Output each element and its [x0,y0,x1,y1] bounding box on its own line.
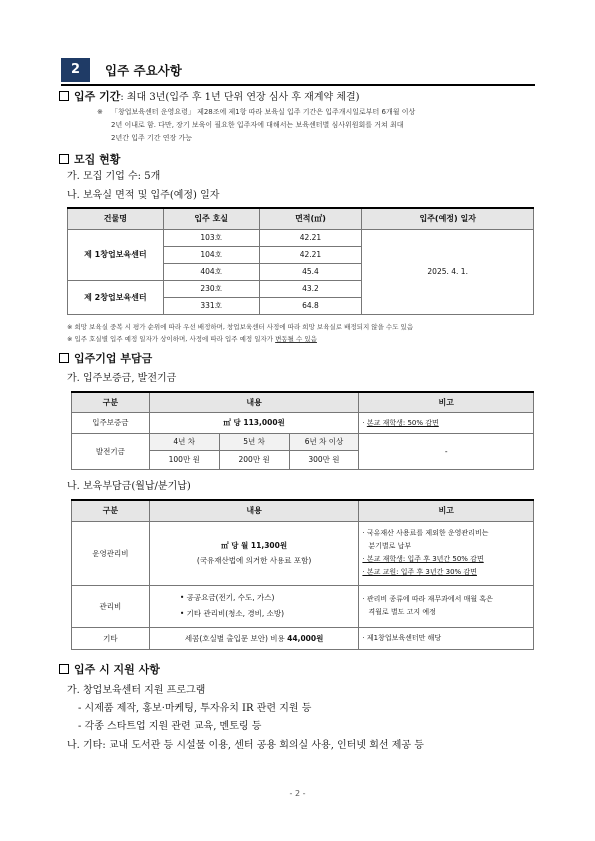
move-in-date: 2025. 4. 1. [362,229,534,314]
etc-note: · 제1창업보육센터만 해당 [359,627,534,649]
ops-label: 운영관리비 [72,521,150,585]
mgmt-label: 관리비 [72,585,150,627]
mgmt-note: · 관리비 종류에 따라 재무과에서 매월 혹은 격월로 별도 고지 예정 [359,585,534,627]
period-note-line-2: 2년 이내로 함. 다만, 장기 보육이 필요한 입주자에 대해서는 보육센터별 심사위원회를 거쳐 최대 [111,121,404,129]
fund-note: - [359,433,534,469]
checkbox-square-icon [59,353,69,363]
room-header-building: 건물명 [68,208,164,229]
ops-content: ㎡ 당 월 11,300원 (국유재산법에 의거한 사용료 포함) [149,521,359,585]
room-cell: 103호 [163,229,259,246]
area-cell: 64.8 [259,297,362,314]
room-cell: 404호 [163,263,259,280]
fund-year: 6년 차 이상 [289,433,359,450]
deposit-table [71,391,534,470]
fee-table [71,499,534,650]
period-note-line-1: ※ 「창업보육센터 운영요령」 제28조에 제1항 따라 보육실 입주 기간은 입주개시일로부터 6개월 이상 [97,108,416,116]
area-cell: 42.21 [259,229,362,246]
support-item-b: 나. 기타: 교내 도서관 등 시설물 이용, 센터 공용 회의실 사용, 인터넷 회선 제공 등 [67,740,424,751]
checkbox-square-icon [59,154,69,164]
fee-header-content: 내용 [149,500,359,521]
deposit-header-content: 내용 [149,392,359,412]
room-cell: 104호 [163,246,259,263]
room-cell: 230호 [163,280,259,297]
burden-item-b: 나. 보육부담금(월납/분기납) [67,481,191,492]
room-header-area: 면적(㎡) [259,208,362,229]
room-cell: 331호 [163,297,259,314]
section-number: 2 [61,58,90,82]
mgmt-content: • 공공요금(전기, 수도, 가스) • 기타 관리비(청소, 경비, 소방) [149,585,359,627]
etc-content: 세콤(호실별 출입문 보안) 비용 44,000원 [149,627,359,649]
recruit-item-a: 가. 모집 기업 수: 5개 [67,171,161,182]
deposit-content: ㎡ 당 113,000원 [149,412,359,433]
section-title: 입주 주요사항 [105,63,182,78]
section-header [61,56,535,84]
fund-year: 4년 차 [149,433,219,450]
heading-recruit: 모집 현황 [59,151,120,167]
checkbox-square-icon [59,91,69,101]
period-note-line-3: 2년간 입주 기간 연장 가능 [111,134,192,142]
room-header-date: 입주(예정) 일자 [362,208,534,229]
area-cell: 45.4 [259,263,362,280]
page-number: - 2 - [289,789,306,798]
fund-label: 발전기금 [72,433,150,469]
header-rule [61,84,535,86]
ops-note: · 국유재산 사용료를 제외한 운영관리비는 분기별로 납부 · 본교 재학생: 입주 후 3년간 50% 감면 · 본교 교원: 입주 후 3년간 30% 감면 [359,521,534,585]
room-header-room: 입주 호실 [163,208,259,229]
room-table [67,207,534,315]
support-item-a2: - 각종 스타트업 지원 관련 교육, 멘토링 등 [78,721,262,732]
support-item-a: 가. 창업보육센터 지원 프로그램 [67,685,206,696]
heading-burden: 입주기업 부담금 [59,350,152,366]
recruit-note-1: ※ 희망 보육실 중복 시 평가 순위에 따라 우선 배정하며, 창업보육센터 사정에 따라 희망 보육실로 배정되지 않을 수도 있음 [67,323,414,331]
building-2: 제 2창업보육센터 [68,280,164,314]
support-item-a1: - 시제품 제작, 홍보·마케팅, 투자유치 IR 관련 지원 등 [78,703,312,714]
area-cell: 43.2 [259,280,362,297]
recruit-item-b: 나. 보육실 면적 및 입주(예정) 일자 [67,190,220,201]
area-cell: 42.21 [259,246,362,263]
burden-item-a: 가. 입주보증금, 발전기금 [67,373,177,384]
fund-amount: 200만 원 [219,450,289,469]
deposit-header-category: 구분 [72,392,150,412]
heading-support: 입주 시 지원 사항 [59,661,160,677]
etc-label: 기타 [72,627,150,649]
deposit-header-note: 비고 [359,392,534,412]
fee-header-note: 비고 [359,500,534,521]
fund-amount: 300만 원 [289,450,359,469]
fund-amount: 100만 원 [149,450,219,469]
building-1: 제 1창업보육센터 [68,229,164,280]
deposit-note: · 본교 재학생: 50% 감면 [359,412,534,433]
deposit-label: 입주보증금 [72,412,150,433]
checkbox-square-icon [59,664,69,674]
fee-header-category: 구분 [72,500,150,521]
heading-period: 입주 기간: 최대 3년(입주 후 1년 단위 연장 심사 후 재계약 체결) [59,88,360,104]
recruit-note-2: ※ 입주 호실별 입주 예정 일자가 상이하며, 사정에 따라 입주 예정 일자가 변동될 수 있음 [67,335,317,343]
fund-year: 5년 차 [219,433,289,450]
